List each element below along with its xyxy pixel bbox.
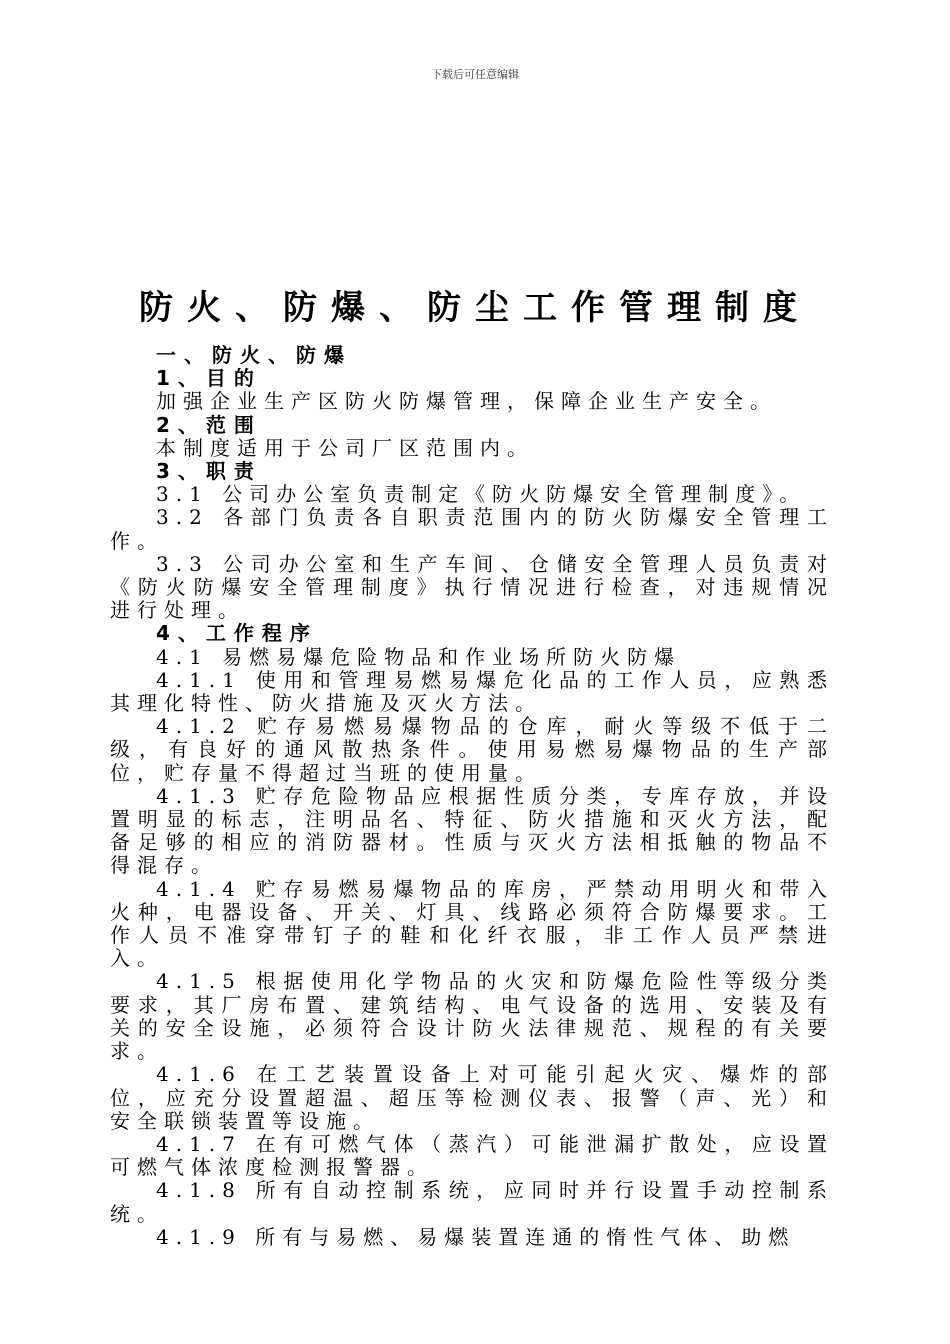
paragraph: 3.1 公司办公室负责制定《防火防爆安全管理制度》。	[156, 482, 807, 507]
paragraph: 3.3 公司办公室和生产车间、仓储安全管理人员负责对《防火防爆安全管理制度》执行情况进行检查，对违规情况进行处理。	[110, 551, 834, 623]
document-body	[110, 344, 834, 1249]
paragraph: 4.1.8 所有自动控制系统，应同时并行设置手动控制系统。	[110, 1178, 834, 1226]
paragraph: 4.1 易燃易爆危险物品和作业场所防火防爆	[156, 644, 682, 669]
document-title: 防火、防爆、防尘工作管理制度	[139, 288, 811, 328]
subsection-heading: 4、工作程序	[156, 621, 318, 646]
paragraph: 4.1.9 所有与易燃、易爆装置连通的惰性气体、助燃	[156, 1224, 796, 1249]
paragraph: 4.1.7 在有可燃气体（蒸汽）可能泄漏扩散处，应设置可燃气体浓度检测报警器。	[110, 1131, 834, 1180]
section-heading: 一、防火、防爆	[156, 343, 352, 367]
page-header: 下载后可任意编辑	[431, 68, 519, 81]
paragraph: 4.1.1 使用和管理易燃易爆危化品的工作人员，应熟悉其理化特性、防火措施及灭火方法。	[110, 667, 834, 716]
subsection-heading: 3、职责	[156, 459, 262, 484]
paragraph: 4.1.5 根据使用化学物品的火灾和防爆危险性等级分类要求，其厂房布置、建筑结构、电气设备的选用、安装及有关的安全设施，必须符合设计防火法律规范、规程的有关要求。	[110, 969, 834, 1064]
paragraph: 加强企业生产区防火防爆管理，保障企业生产安全。	[156, 389, 777, 414]
paragraph: 3.2 各部门负责各自职责范围内的防火防爆安全管理工作。	[110, 505, 834, 553]
paragraph: 4.1.6 在工艺装置设备上对可能引起火灾、爆炸的部位，应充分设置超温、超压等检测仪表、报警（声、光）和安全联锁装置等设施。	[110, 1062, 834, 1133]
subsection-heading: 2、范围	[156, 412, 262, 437]
paragraph: 4.1.4 贮存易燃易爆物品的库房，严禁动用明火和带入火种，电器设备、开关、灯具、线路必须符合防爆要求。工作人员不准穿带钉子的鞋和化纤衣服，非工作人员严禁进入。	[110, 876, 834, 971]
paragraph: 4.1.2 贮存易燃易爆物品的仓库，耐火等级不低于二级，有良好的通风散热条件。使用易燃易爆物品的生产部位，贮存量不得超过当班的使用量。	[110, 714, 834, 785]
paragraph: 4.1.3 贮存危险物品应根据性质分类，专库存放，并设置明显的标志，注明品名、特征、防火措施和灭火方法，配备足够的相应的消防器材。性质与灭火方法相抵触的物品不得混存。	[110, 783, 834, 878]
subsection-heading: 1、目的	[156, 366, 262, 391]
paragraph: 本制度适用于公司厂区范围内。	[156, 435, 534, 460]
